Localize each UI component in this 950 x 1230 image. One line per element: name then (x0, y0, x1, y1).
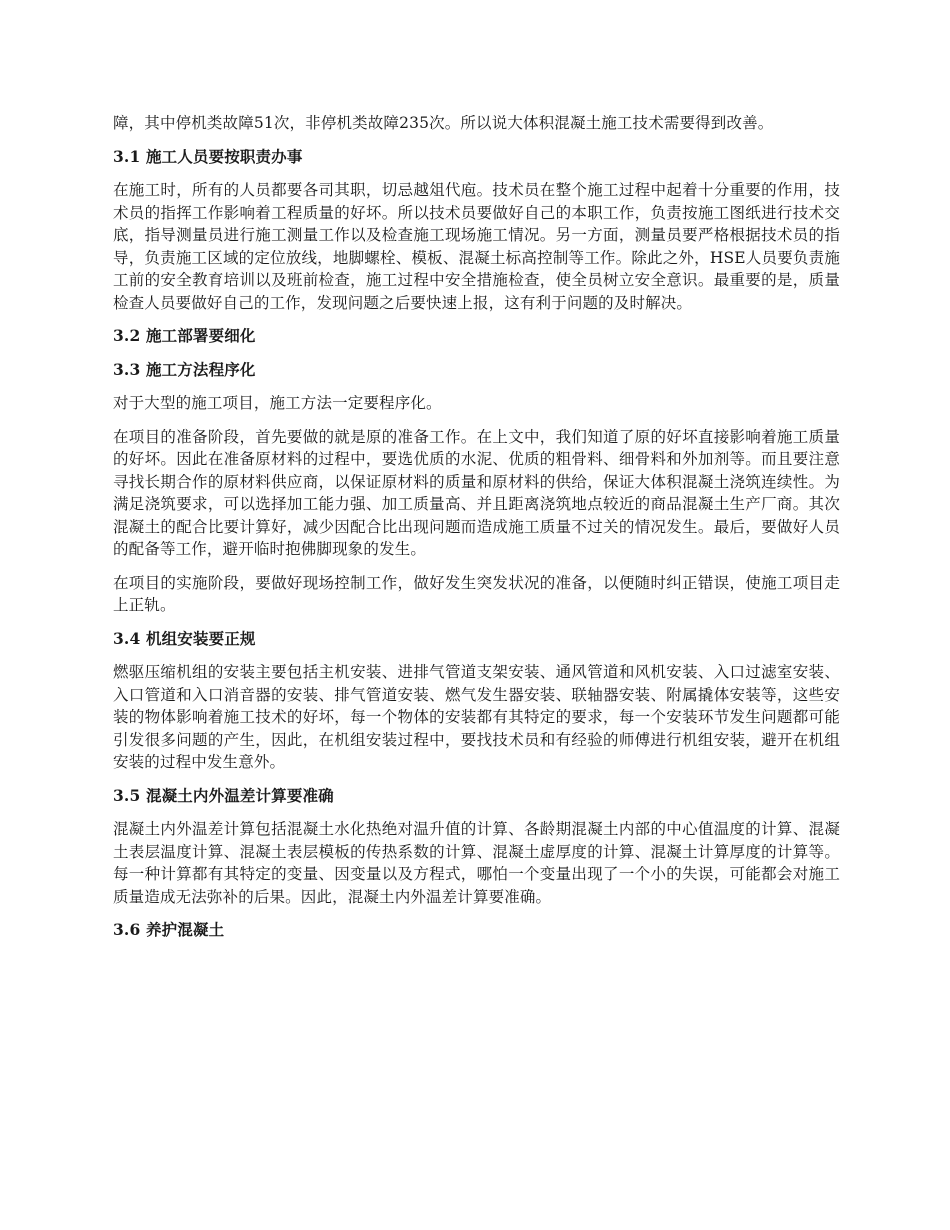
heading-3-2: 3.2 施工部署要细化 (113, 326, 256, 345)
heading-3-6: 3.6 养护混凝土 (113, 920, 225, 939)
heading-3-4: 3.4 机组安装要正规 (113, 628, 256, 648)
document-page (113, 112, 840, 953)
heading-3-5: 3.5 混凝土内外温差计算要准确 (113, 785, 334, 805)
paragraph-fault-statistics: 障，其中停机类故障51次，非停机类故障235次。所以说大体积混凝土施工技术需要得到改善。 (113, 114, 774, 132)
heading-3-1: 3.1 施工人员要按职责办事 (113, 146, 303, 166)
paragraph-staff-duties: 在施工时，所有的人员都要各司其职，切忌越俎代庖。技术员在整个施工过程中起着十分重要的作用，技术员的指挥工作影响着工程质量的好坏。所以技术员要做好自己的本职工作，负责按施工图纸进行技术交底，指导测量员进行施工测量工作以及检查施工现场施工情况。另一方面，测量员要严格根据技术员的指导，负责施工区域的定位放线，地脚螺栓、模板、混凝土标高控制等工作。除此之外，HSE人员要负责施工前的安全教育培训以及班前检查，施工过程中安全措施检查，使全员树立安全意识。最重要的是，质量检查人员要做好自己的工作，发现问题之后要快速上报，这有利于问题的及时解决。 (113, 181, 840, 312)
paragraph-implementation-stage: 在项目的实施阶段，要做好现场控制工作，做好发生突发状况的准备，以便随时纠正错误，使施工项目走上正轨。 (113, 573, 840, 614)
paragraph-method-procedure: 对于大型的施工项目，施工方法一定要程序化。 (113, 394, 442, 412)
paragraph-preparation-stage: 在项目的准备阶段，首先要做的就是原的准备工作。在上文中，我们知道了原的好坏直接影响着施工质量的好坏。因此在准备原材料的过程中，要选优质的水泥、优质的粗骨料、细骨料和外加剂等。而且要注意寻找长期合作的原材料供应商，以保证原材料的质量和原材料的供给，保证大体积混凝土浇筑连续性。为满足浇筑要求，可以选择加工能力强、加工质量高、并且距离浇筑地点较近的商品混凝土生产厂商。其次混凝土的配合比要计算好，减少因配合比出现问题而造成施工质量不过关的情况发生。最后，要做好人员的配备等工作，避开临时抱佛脚现象的发生。 (113, 427, 840, 558)
paragraph-unit-installation: 燃驱压缩机组的安装主要包括主机安装、进排气管道支架安装、通风管道和风机安装、入口过滤室安装、入口管道和入口消音器的安装、排气管道安装、燃气发生器安装、联轴器安装、附属撬体安装等，这些安装的物体影响着施工技术的好坏，每一个物体的安装都有其特定的要求，每一个安装环节发生问题都可能引发很多问题的产生，因此，在机组安装过程中，要找技术员和有经验的师傅进行机组安装，避开在机组安装的过程中发生意外。 (113, 663, 840, 771)
paragraph-temperature-calculation: 混凝土内外温差计算包括混凝土水化热绝对温升值的计算、各龄期混凝土内部的中心值温度的计算、混凝土表层温度计算、混凝土表层模板的传热系数的计算、混凝土虚厚度的计算、混凝土计算厚度的计算等。每一种计算都有其特定的变量、因变量以及方程式，哪怕一个变量出现了一个小的失误，可能都会对施工质量造成无法弥补的后果。因此，混凝土内外温差计算要准确。 (113, 820, 840, 906)
heading-3-3: 3.3 施工方法程序化 (113, 359, 256, 379)
